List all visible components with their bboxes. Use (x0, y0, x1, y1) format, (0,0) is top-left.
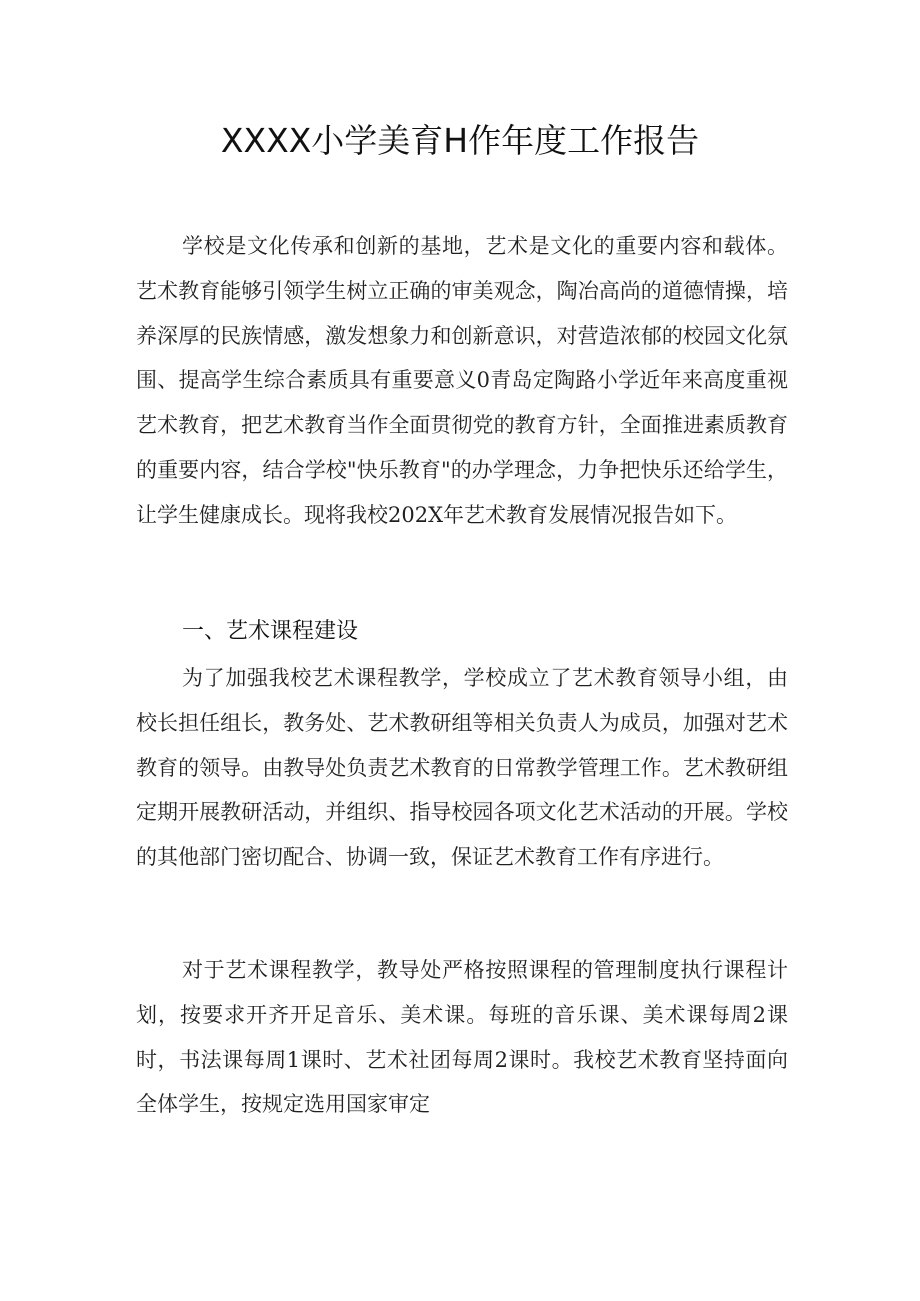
document-title: XXXX小学美育H作年度工作报告 (220, 121, 700, 160)
section-paragraph-curriculum: 对于艺术课程教学，教导处严格按照课程的管理制度执行课程计划，按要求开齐开足音乐、美术课。每班的音乐课、美术课每周2课时，书法课每周1课时、艺术社团每周2课时。我校艺术教育坚持面向全体学生，按规定选用国家审定 (136, 958, 788, 1117)
section-paragraph-leadership: 为了加强我校艺术课程教学，学校成立了艺术教育领导小组，由校长担任组长，教务处、艺术教研组等相关负责人为成员，加强对艺术教育的领导。由教导处负责艺术教育的日常教学管理工作。艺术教研组定期开展教研活动，并组织、指导校园各项文化艺术活动的开展。学校的其他部门密切配合、协调一致，保证艺术教育工作有序进行。 (136, 666, 788, 870)
section-heading-art-curriculum: 一、艺术课程建设 (182, 619, 359, 644)
intro-paragraph: 学校是文化传承和创新的基地，艺术是文化的重要内容和载体。艺术教育能够引领学生树立正确的审美观念，陶冶高尚的道德情操，培养深厚的民族情感，激发想象力和创新意识，对营造浓郁的校园文化氛围、提高学生综合素质具有重要意义0青岛定陶路小学近年来高度重视艺术教育，把艺术教育当作全面贯彻党的教育方针，全面推进素质教育的重要内容，结合学校"快乐教育"的办学理念，力争把快乐还给学生，让学生健康成长。现将我校202X年艺术教育发展情况报告如下。 (136, 234, 788, 527)
